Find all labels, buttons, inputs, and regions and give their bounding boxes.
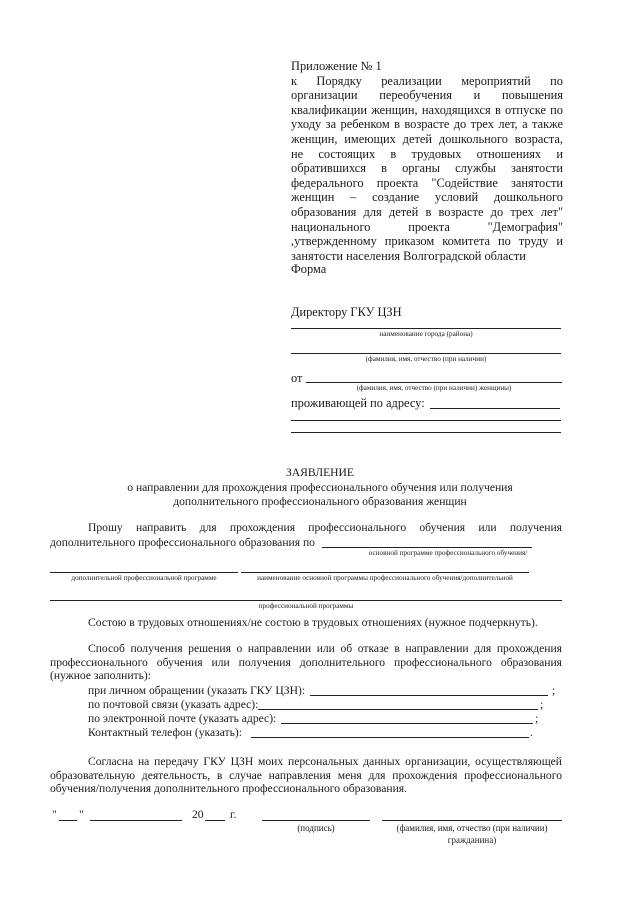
employment-status: Состою в трудовых отношениях/не состою в трудовых отношениях (нужное подчеркнуть). <box>88 616 538 629</box>
phone-period: . <box>530 726 533 739</box>
request-line-1: Прошу направить для прохождения профессионального обучения или получения <box>88 521 562 534</box>
post-label: по почтовой связи (указать адрес): <box>88 698 259 711</box>
citizen-name-field[interactable] <box>382 820 562 821</box>
address-field-line-1[interactable] <box>430 408 560 409</box>
fio-caption: (фамилия, имя, отчество (при наличии) <box>365 355 487 363</box>
program-caption-3: наименование основной программы профессионального обучения/дополнительной <box>257 574 513 582</box>
method-text: Способ получения решения о направлении или об отказе в направлении для прохождения профессионального обучения или получения дополнительного профессионального образования (нужное заполнить): <box>50 642 562 683</box>
date-quote-close: " <box>79 808 84 821</box>
address-label: проживающей по адресу: <box>291 396 425 410</box>
program-field-line-2[interactable] <box>50 572 238 573</box>
phone-field[interactable] <box>251 737 529 738</box>
in-person-semicolon: ; <box>552 684 556 697</box>
program-field-line-1[interactable] <box>322 547 532 548</box>
date-day-field[interactable] <box>59 820 77 821</box>
program-field-line-4[interactable] <box>50 600 562 601</box>
city-field-line[interactable] <box>291 328 561 329</box>
date-month-field[interactable] <box>90 820 182 821</box>
fio-field-line[interactable] <box>291 353 561 354</box>
program-caption-1: основной программе профессионального обучения/ <box>368 549 528 557</box>
director-label: Директору ГКУ ЦЗН <box>291 305 402 319</box>
email-label: по электронной почте (указать адрес): <box>88 712 277 725</box>
signature-caption: (подпись) <box>297 823 335 833</box>
consent-text: Согласна на передачу ГКУ ЦЗН моих персональных данных организации, осуществляющей образовательную деятельность, в случае направления меня для прохождения профессионального обучения/получения дополнительного профессионального образования. <box>50 755 562 796</box>
program-field-line-3[interactable] <box>241 572 529 573</box>
citizen-name-caption-2: гражданина) <box>447 835 497 845</box>
address-field-line-3[interactable] <box>291 432 561 433</box>
from-caption: (фамилия, имя, отчество (при наличии) женщины) <box>356 384 512 392</box>
statement-title: ЗАЯВЛЕНИЕ <box>286 466 354 479</box>
appendix-body: к Порядку реализации мероприятий по организации переобучения и повышения квалификации женщин, находящихся в отпуске по уходу за ребенком в возрасте до трех лет, а также женщин, имеющих детей дошкольного возраста, не состоящих в трудовых отношениях и обратившихся в органы службы занятости федерального проекта "Содействие занятости женщин – создание условий дошкольного образования для детей в возрасте до трех лет" национального проекта "Демография" ,утвержденному приказом комитета по труду и занятости населения Волгоградской области <box>291 73 563 263</box>
citizen-name-caption-1: (фамилия, имя, отчество (при наличии) <box>396 823 548 833</box>
signature-field[interactable] <box>262 820 370 821</box>
from-label: от <box>291 371 303 385</box>
program-caption-2: дополнительной профессиональной программе <box>71 574 217 582</box>
date-year-prefix: 20 <box>192 808 204 821</box>
in-person-label: при личном обращении (указать ГКУ ЦЗН): <box>88 684 306 697</box>
email-field[interactable] <box>281 723 533 724</box>
post-semicolon: ; <box>540 698 544 711</box>
date-year-suffix: г. <box>230 808 237 821</box>
city-caption: наименование города (района) <box>379 330 473 338</box>
date-quote-open: " <box>52 808 57 821</box>
in-person-field[interactable] <box>310 695 548 696</box>
appendix-title: Приложение № 1 <box>291 59 382 73</box>
phone-label: Контактный телефон (указать): <box>88 726 242 739</box>
form-label: Форма <box>291 262 327 276</box>
appendix-block <box>291 59 563 263</box>
address-field-line-2[interactable] <box>291 420 561 421</box>
program-caption-4: профессиональной программы <box>258 602 354 610</box>
from-field-line[interactable] <box>306 382 562 383</box>
date-year-field[interactable] <box>205 820 225 821</box>
email-semicolon: ; <box>535 712 539 725</box>
post-field[interactable] <box>258 709 538 710</box>
statement-subtitle-2: дополнительного профессионального образования женщин <box>173 495 467 508</box>
statement-subtitle-1: о направлении для прохождения профессионального обучения или получения <box>127 481 513 494</box>
request-line-2: дополнительного профессионального образования по <box>50 536 315 549</box>
